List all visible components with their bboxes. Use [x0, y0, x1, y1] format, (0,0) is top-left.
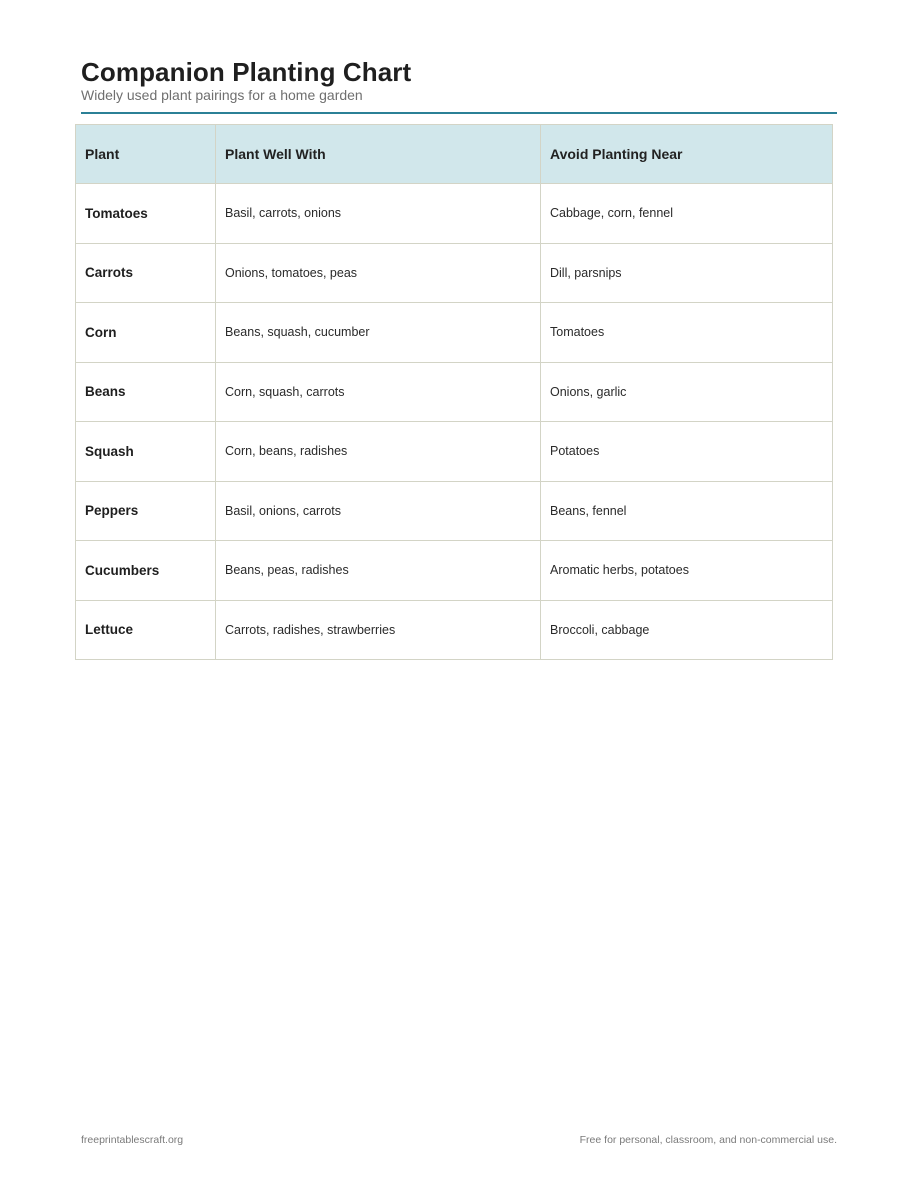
avoid-cell: Broccoli, cabbage — [541, 600, 833, 660]
table-row — [76, 422, 833, 482]
table-body — [76, 184, 833, 660]
column-header-avoid-planting-near: Avoid Planting Near — [541, 125, 833, 184]
plant-cell: Corn — [76, 303, 216, 363]
plant-cell: Squash — [76, 422, 216, 482]
table-row — [76, 481, 833, 541]
companions-cell: Beans, peas, radishes — [216, 541, 541, 601]
plant-cell: Peppers — [76, 481, 216, 541]
footer-site-name: freeprintablescraft.org — [81, 1134, 184, 1146]
column-header-plant-well-with: Plant Well With — [216, 125, 541, 184]
table-header — [76, 125, 833, 184]
companions-cell: Basil, onions, carrots — [216, 481, 541, 541]
plant-cell: Lettuce — [76, 600, 216, 660]
companions-cell: Corn, beans, radishes — [216, 422, 541, 482]
companions-cell: Basil, carrots, onions — [216, 184, 541, 244]
table-row — [76, 303, 833, 363]
plant-cell: Cucumbers — [76, 541, 216, 601]
page-subtitle: Widely used plant pairings for a home garden — [81, 87, 363, 103]
companions-cell: Corn, squash, carrots — [216, 362, 541, 422]
title-divider — [81, 112, 837, 114]
table-row — [76, 541, 833, 601]
avoid-cell: Cabbage, corn, fennel — [541, 184, 833, 244]
plant-cell: Carrots — [76, 243, 216, 303]
avoid-cell: Aromatic herbs, potatoes — [541, 541, 833, 601]
companions-cell: Carrots, radishes, strawberries — [216, 600, 541, 660]
avoid-cell: Beans, fennel — [541, 481, 833, 541]
page-footer — [81, 1134, 837, 1148]
companions-cell: Beans, squash, cucumber — [216, 303, 541, 363]
plant-cell: Tomatoes — [76, 184, 216, 244]
avoid-cell: Tomatoes — [541, 303, 833, 363]
companion-planting-table — [75, 124, 833, 660]
table-row — [76, 600, 833, 660]
table-row — [76, 362, 833, 422]
footer-usage-note: Free for personal, classroom, and non-commercial use. — [579, 1134, 837, 1146]
avoid-cell: Dill, parsnips — [541, 243, 833, 303]
page-title: Companion Planting Chart — [81, 57, 412, 87]
avoid-cell: Onions, garlic — [541, 362, 833, 422]
page-header — [81, 56, 837, 104]
table-row — [76, 184, 833, 244]
table-row — [76, 243, 833, 303]
column-header-plant: Plant — [76, 125, 216, 184]
plant-cell: Beans — [76, 362, 216, 422]
table-header-row — [76, 125, 833, 184]
companions-cell: Onions, tomatoes, peas — [216, 243, 541, 303]
avoid-cell: Potatoes — [541, 422, 833, 482]
